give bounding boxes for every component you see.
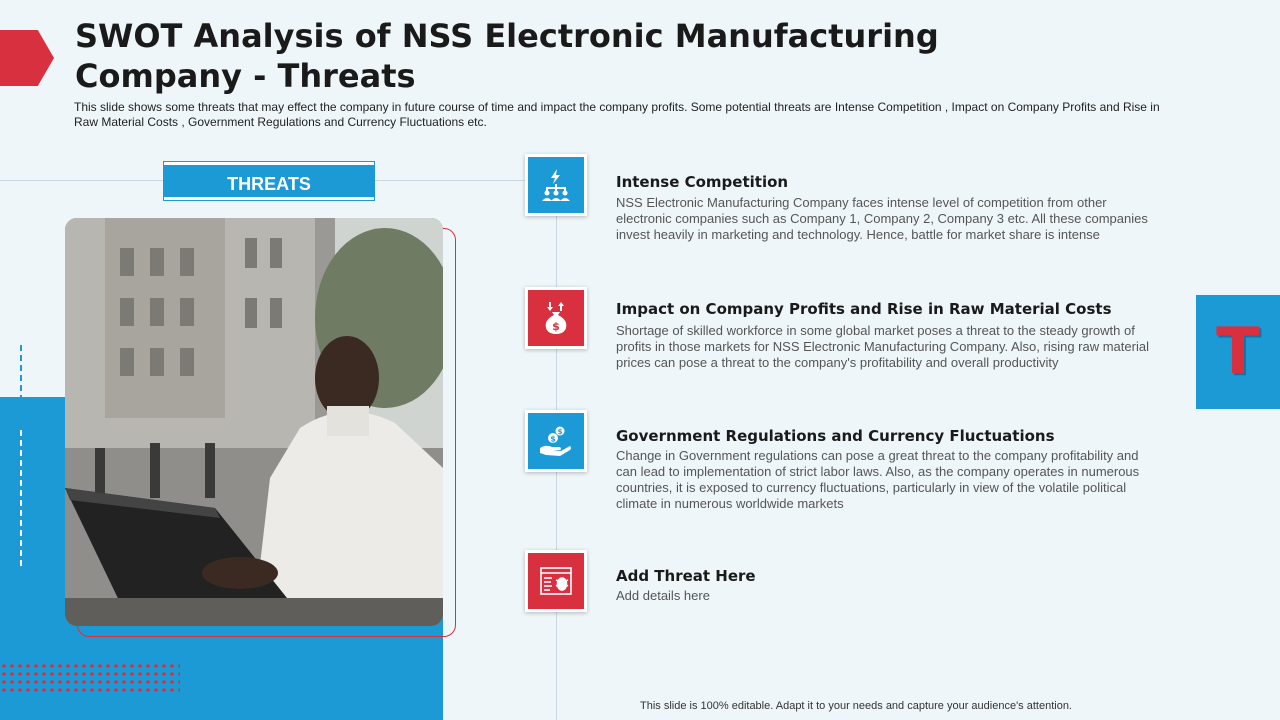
- item-title-add-threat: Add Threat Here: [616, 567, 756, 585]
- item-description-impact-on-profits: Shortage of skilled workforce in some global market poses a threat to the steady growth of profits in those markets for NSS Electronic Manufacturing Company. Also, rising raw material prices can pose a threat to the company's profitability and overall productivity: [616, 323, 1149, 370]
- item-description-add-threat: Add details here: [616, 588, 710, 603]
- side-letter: T: [1216, 315, 1260, 389]
- threats-section-label: THREATS: [164, 162, 374, 200]
- svg-text:$: $: [550, 434, 556, 444]
- side-letter-box: [1196, 295, 1280, 409]
- red-arrow-decoration: [0, 30, 54, 86]
- dashed-stripe-decoration-inner: [20, 430, 22, 570]
- item-description-government-regulations: Change in Government regulations can pose a great threat to the company profitability and can lead to implementation of strict labor laws. Also, as the company operates in numerous countries, it is exposed to currency fluctuations, particularly in view of the volatile political climate in numerous worldwide markets: [616, 448, 1140, 511]
- slide-subtitle: This slide shows some threats that may effect the company in future course of time and impact the company profits. Some potential threats are Intense Competition , Impact on Company Profits and Rise in Raw Material Costs , Government Regulations and Currency Fluctuations etc.: [74, 100, 1160, 129]
- item-title-government-regulations: Government Regulations and Currency Fluctuations: [616, 427, 1055, 445]
- item-description-intense-competition: NSS Electronic Manufacturing Company faces intense level of competition from other electronic companies such as Company 1, Company 2, Company 3 etc. All these companies invest heavily in marketing and technology. Hence, battle for market share is intense: [616, 195, 1148, 242]
- item-title-impact-on-profits: Impact on Company Profits and Rise in Raw Material Costs: [616, 300, 1112, 318]
- item-title-intense-competition: Intense Competition: [616, 173, 789, 191]
- red-dot-grid-decoration: [0, 662, 180, 694]
- man-with-laptop-photo: [65, 218, 443, 626]
- bug-browser-icon: [525, 550, 587, 612]
- svg-text:$: $: [552, 320, 560, 333]
- hand-coins-icon: [525, 410, 587, 472]
- svg-text:$: $: [557, 428, 563, 436]
- slide-title: SWOT Analysis of NSS Electronic Manufacturing Company - Threats: [75, 17, 939, 95]
- money-bag-icon: [525, 287, 587, 349]
- competition-hierarchy-icon: [525, 154, 587, 216]
- slide-footer: This slide is 100% editable. Adapt it to your needs and capture your audience's attention.: [640, 700, 1072, 712]
